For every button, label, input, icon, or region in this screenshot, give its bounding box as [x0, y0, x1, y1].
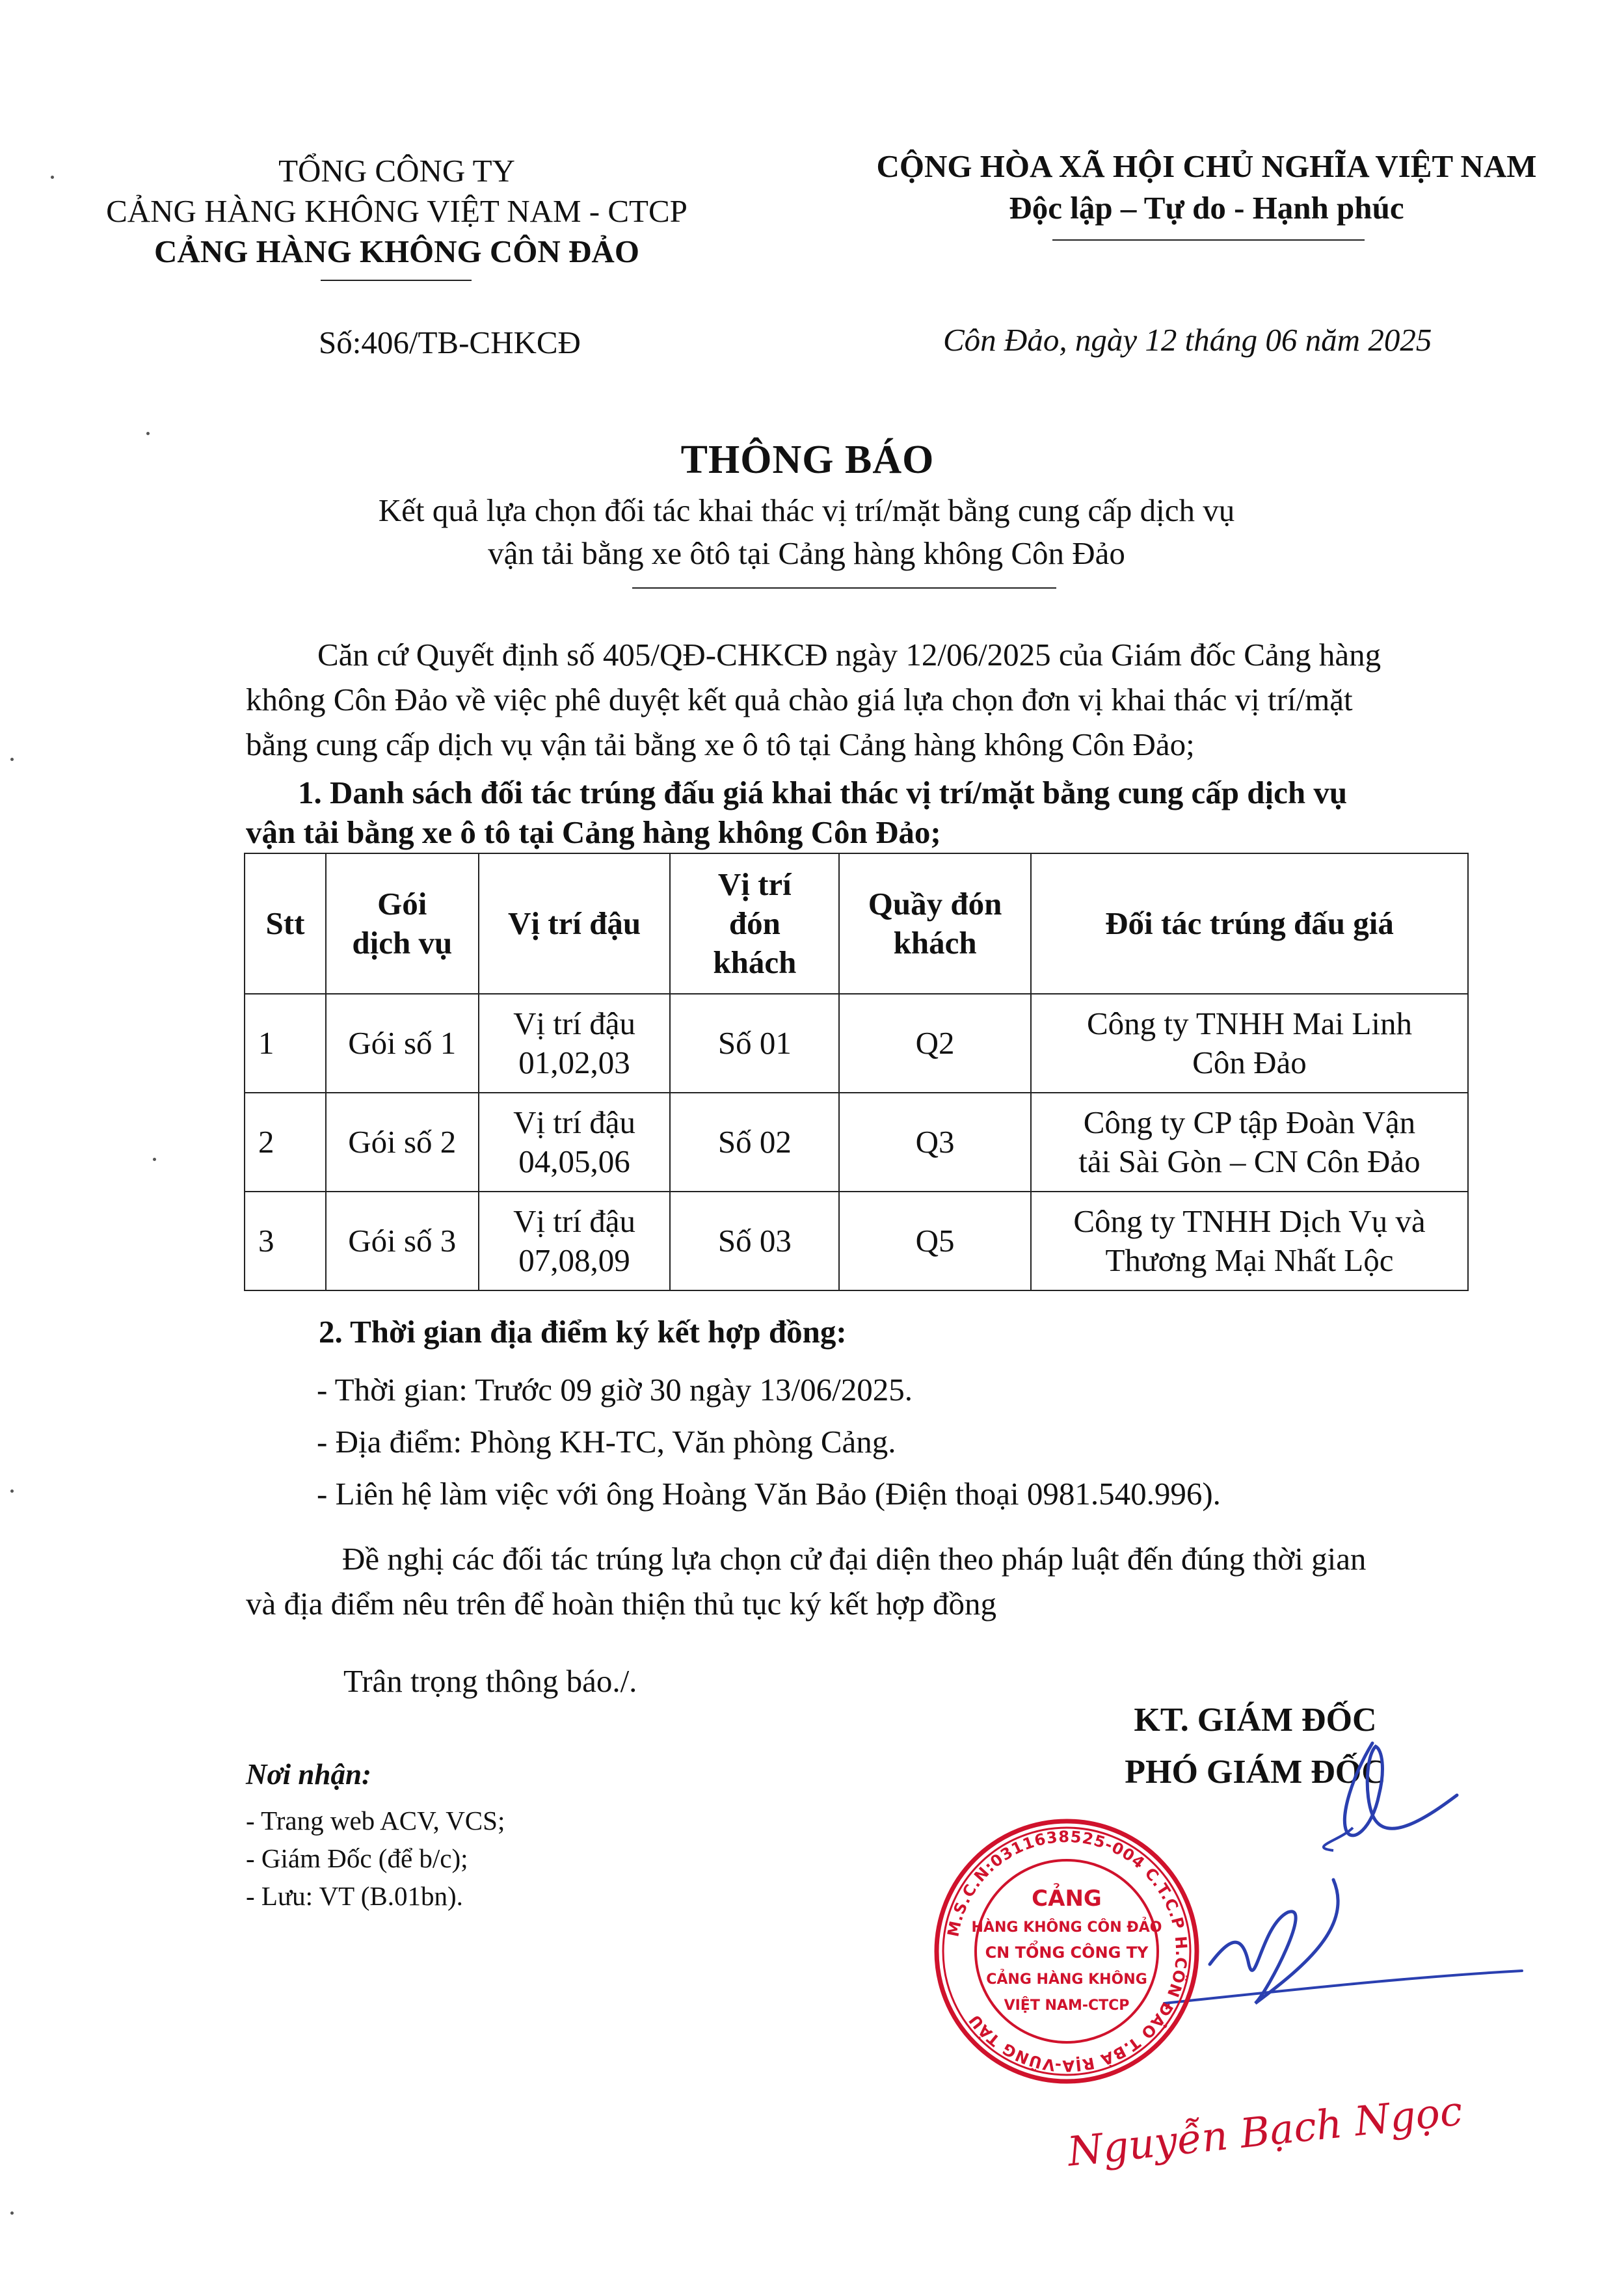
document-number: Số:406/TB-CHKCĐ: [319, 325, 581, 360]
signature-icon: [1158, 1717, 1613, 2094]
header-package: Gói dịch vụ: [326, 853, 479, 994]
header-parking-position: Vị trí đậu: [479, 853, 671, 994]
cell-pickup-counter: Q5: [839, 1192, 1031, 1290]
issuer-underline: [321, 280, 472, 281]
stamp-line4: CẢNG HÀNG KHÔNG: [986, 1971, 1147, 1988]
recipient-item: - Trang web ACV, VCS;: [246, 1806, 505, 1835]
cell-package: Gói số 3: [326, 1192, 479, 1290]
recipient-item: - Giám Đốc (để b/c);: [246, 1843, 468, 1873]
cell-stt: 2: [245, 1093, 326, 1192]
cell-parking-position: Vị trí đậu 07,08,09: [479, 1192, 671, 1290]
section1-line2: vận tải bằng xe ô tô tại Cảng hàng không Côn Đảo;: [246, 814, 941, 850]
document-title: THÔNG BÁO: [680, 438, 935, 482]
table-header-row: [245, 853, 1468, 994]
request-line1: Đề nghị các đối tác trúng lựa chọn cử đại diện theo pháp luật đến đúng thời gian: [342, 1541, 1367, 1577]
cell-package: Gói số 2: [326, 1093, 479, 1192]
cell-package: Gói số 1: [326, 994, 479, 1093]
results-table: [244, 853, 1469, 1291]
cell-pickup-position: Số 03: [670, 1192, 839, 1290]
stamp-line5: VIỆT NAM-CTCP: [1004, 1997, 1130, 2014]
scan-speck: [10, 2211, 14, 2215]
national-heading: [839, 146, 1574, 229]
header-pickup-counter: Quầy đón khách: [839, 853, 1031, 994]
stamp-line2: HÀNG KHÔNG CÔN ĐẢO: [971, 1919, 1162, 1936]
request-line2: và địa điểm nêu trên để hoàn thiện thủ tục ký kết hợp đồng: [246, 1586, 996, 1622]
stamp-line1: CẢNG: [1032, 1886, 1102, 1912]
cell-winning-partner: Công ty TNHH Dịch Vụ và Thương Mại Nhất Lộc: [1031, 1192, 1468, 1290]
cell-winning-partner: Công ty TNHH Mai Linh Côn Đảo: [1031, 994, 1468, 1093]
scan-speck: [10, 758, 14, 761]
cell-parking-position: Vị trí đậu 01,02,03: [479, 994, 671, 1093]
document-subtitle: [195, 489, 1418, 575]
section1-line1: 1. Danh sách đối tác trúng đấu giá khai thác vị trí/mặt bằng cung cấp dịch vụ: [298, 775, 1348, 810]
issuer-parent-line1: TỔNG CÔNG TY: [278, 153, 515, 189]
motto-underline: [1052, 239, 1365, 241]
issuer-parent-line2: CẢNG HÀNG KHÔNG VIỆT NAM - CTCP: [106, 193, 687, 229]
cell-winning-partner: Công ty CP tập Đoàn Vận tải Sài Gòn – CN Côn Đảo: [1031, 1093, 1468, 1192]
cell-pickup-position: Số 01: [670, 994, 839, 1093]
scan-speck: [51, 176, 54, 179]
cell-pickup-counter: Q3: [839, 1093, 1031, 1192]
contact-person: - Liên hệ làm việc với ông Hoàng Văn Bảo (Điện thoại 0981.540.996).: [317, 1476, 1221, 1512]
header-stt: Stt: [245, 853, 326, 994]
scan-speck: [10, 1489, 14, 1493]
cell-pickup-position: Số 02: [670, 1093, 839, 1192]
title-underline: [632, 587, 1056, 589]
recipient-item: - Lưu: VT (B.01bn).: [246, 1881, 463, 1911]
cell-stt: 1: [245, 994, 326, 1093]
cell-stt: 3: [245, 1192, 326, 1290]
table-row: [245, 1093, 1468, 1192]
intro-line1: Căn cứ Quyết định số 405/QĐ-CHKCĐ ngày 12/06/2025 của Giám đốc Cảng hàng: [317, 637, 1381, 673]
section2-title: 2. Thời gian địa điểm ký kết hợp đồng:: [319, 1314, 847, 1350]
cell-pickup-counter: Q2: [839, 994, 1031, 1093]
signer-name: Nguyễn Bạch Ngọc: [1065, 2087, 1465, 2176]
stamp-line3: CN TỔNG CÔNG TY: [985, 1943, 1149, 1962]
signing-time: - Thời gian: Trước 09 giờ 30 ngày 13/06/2025.: [317, 1372, 913, 1408]
request-paragraph: [246, 1536, 1366, 1626]
section1-heading: [246, 770, 1347, 855]
recipients-title: Nơi nhận:: [246, 1758, 371, 1791]
table-row: [245, 1192, 1468, 1290]
issuer-block: [98, 151, 696, 272]
signer-title-1: KT. GIÁM ĐỐC: [1134, 1702, 1377, 1739]
intro-line3: bằng cung cấp dịch vụ vận tải bằng xe ô tô tại Cảng hàng không Côn Đảo;: [246, 727, 1195, 762]
closing-line: Trân trọng thông báo./.: [343, 1663, 637, 1699]
subtitle-line1: Kết quả lựa chọn đối tác khai thác vị trí/mặt bằng cung cấp dịch vụ: [378, 492, 1235, 528]
cell-parking-position: Vị trí đậu 04,05,06: [479, 1093, 671, 1192]
official-stamp-icon: [930, 1815, 1203, 2088]
stamp-outer-text: M.S.C.N:0311638525-004 C.T.C.P H.CÔN ĐẢO T.BÀ RỊA-VŨNG TÀU: [944, 1827, 1191, 2076]
header-pickup-position: Vị trí đón khách: [670, 853, 839, 994]
subtitle-line2: vận tải bằng xe ôtô tại Cảng hàng không Côn Đảo: [488, 535, 1125, 571]
intro-paragraph: [246, 632, 1381, 767]
national-motto: Độc lập – Tự do - Hạnh phúc: [1009, 190, 1404, 226]
intro-line2: không Côn Đảo về việc phê duyệt kết quả chào giá lựa chọn đơn vị khai thác vị trí/mặt: [246, 682, 1353, 717]
recipients-list: [246, 1802, 505, 1915]
scan-speck: [153, 1158, 156, 1161]
section2-heading: [319, 1309, 847, 1354]
issuer-name: CẢNG HÀNG KHÔNG CÔN ĐẢO: [154, 234, 639, 269]
country-name: CỘNG HÒA XÃ HỘI CHỦ NGHĨA VIỆT NAM: [876, 148, 1537, 184]
section2-details: [317, 1364, 1221, 1520]
table-row: [245, 994, 1468, 1093]
signing-place: - Địa điểm: Phòng KH-TC, Văn phòng Cảng.: [317, 1424, 896, 1460]
scan-speck: [146, 432, 150, 435]
header-winning-partner: Đối tác trúng đấu giá: [1031, 853, 1468, 994]
signer-title-2: PHÓ GIÁM ĐỐC: [1125, 1754, 1386, 1791]
issue-date: Côn Đảo, ngày 12 tháng 06 năm 2025: [943, 322, 1432, 358]
